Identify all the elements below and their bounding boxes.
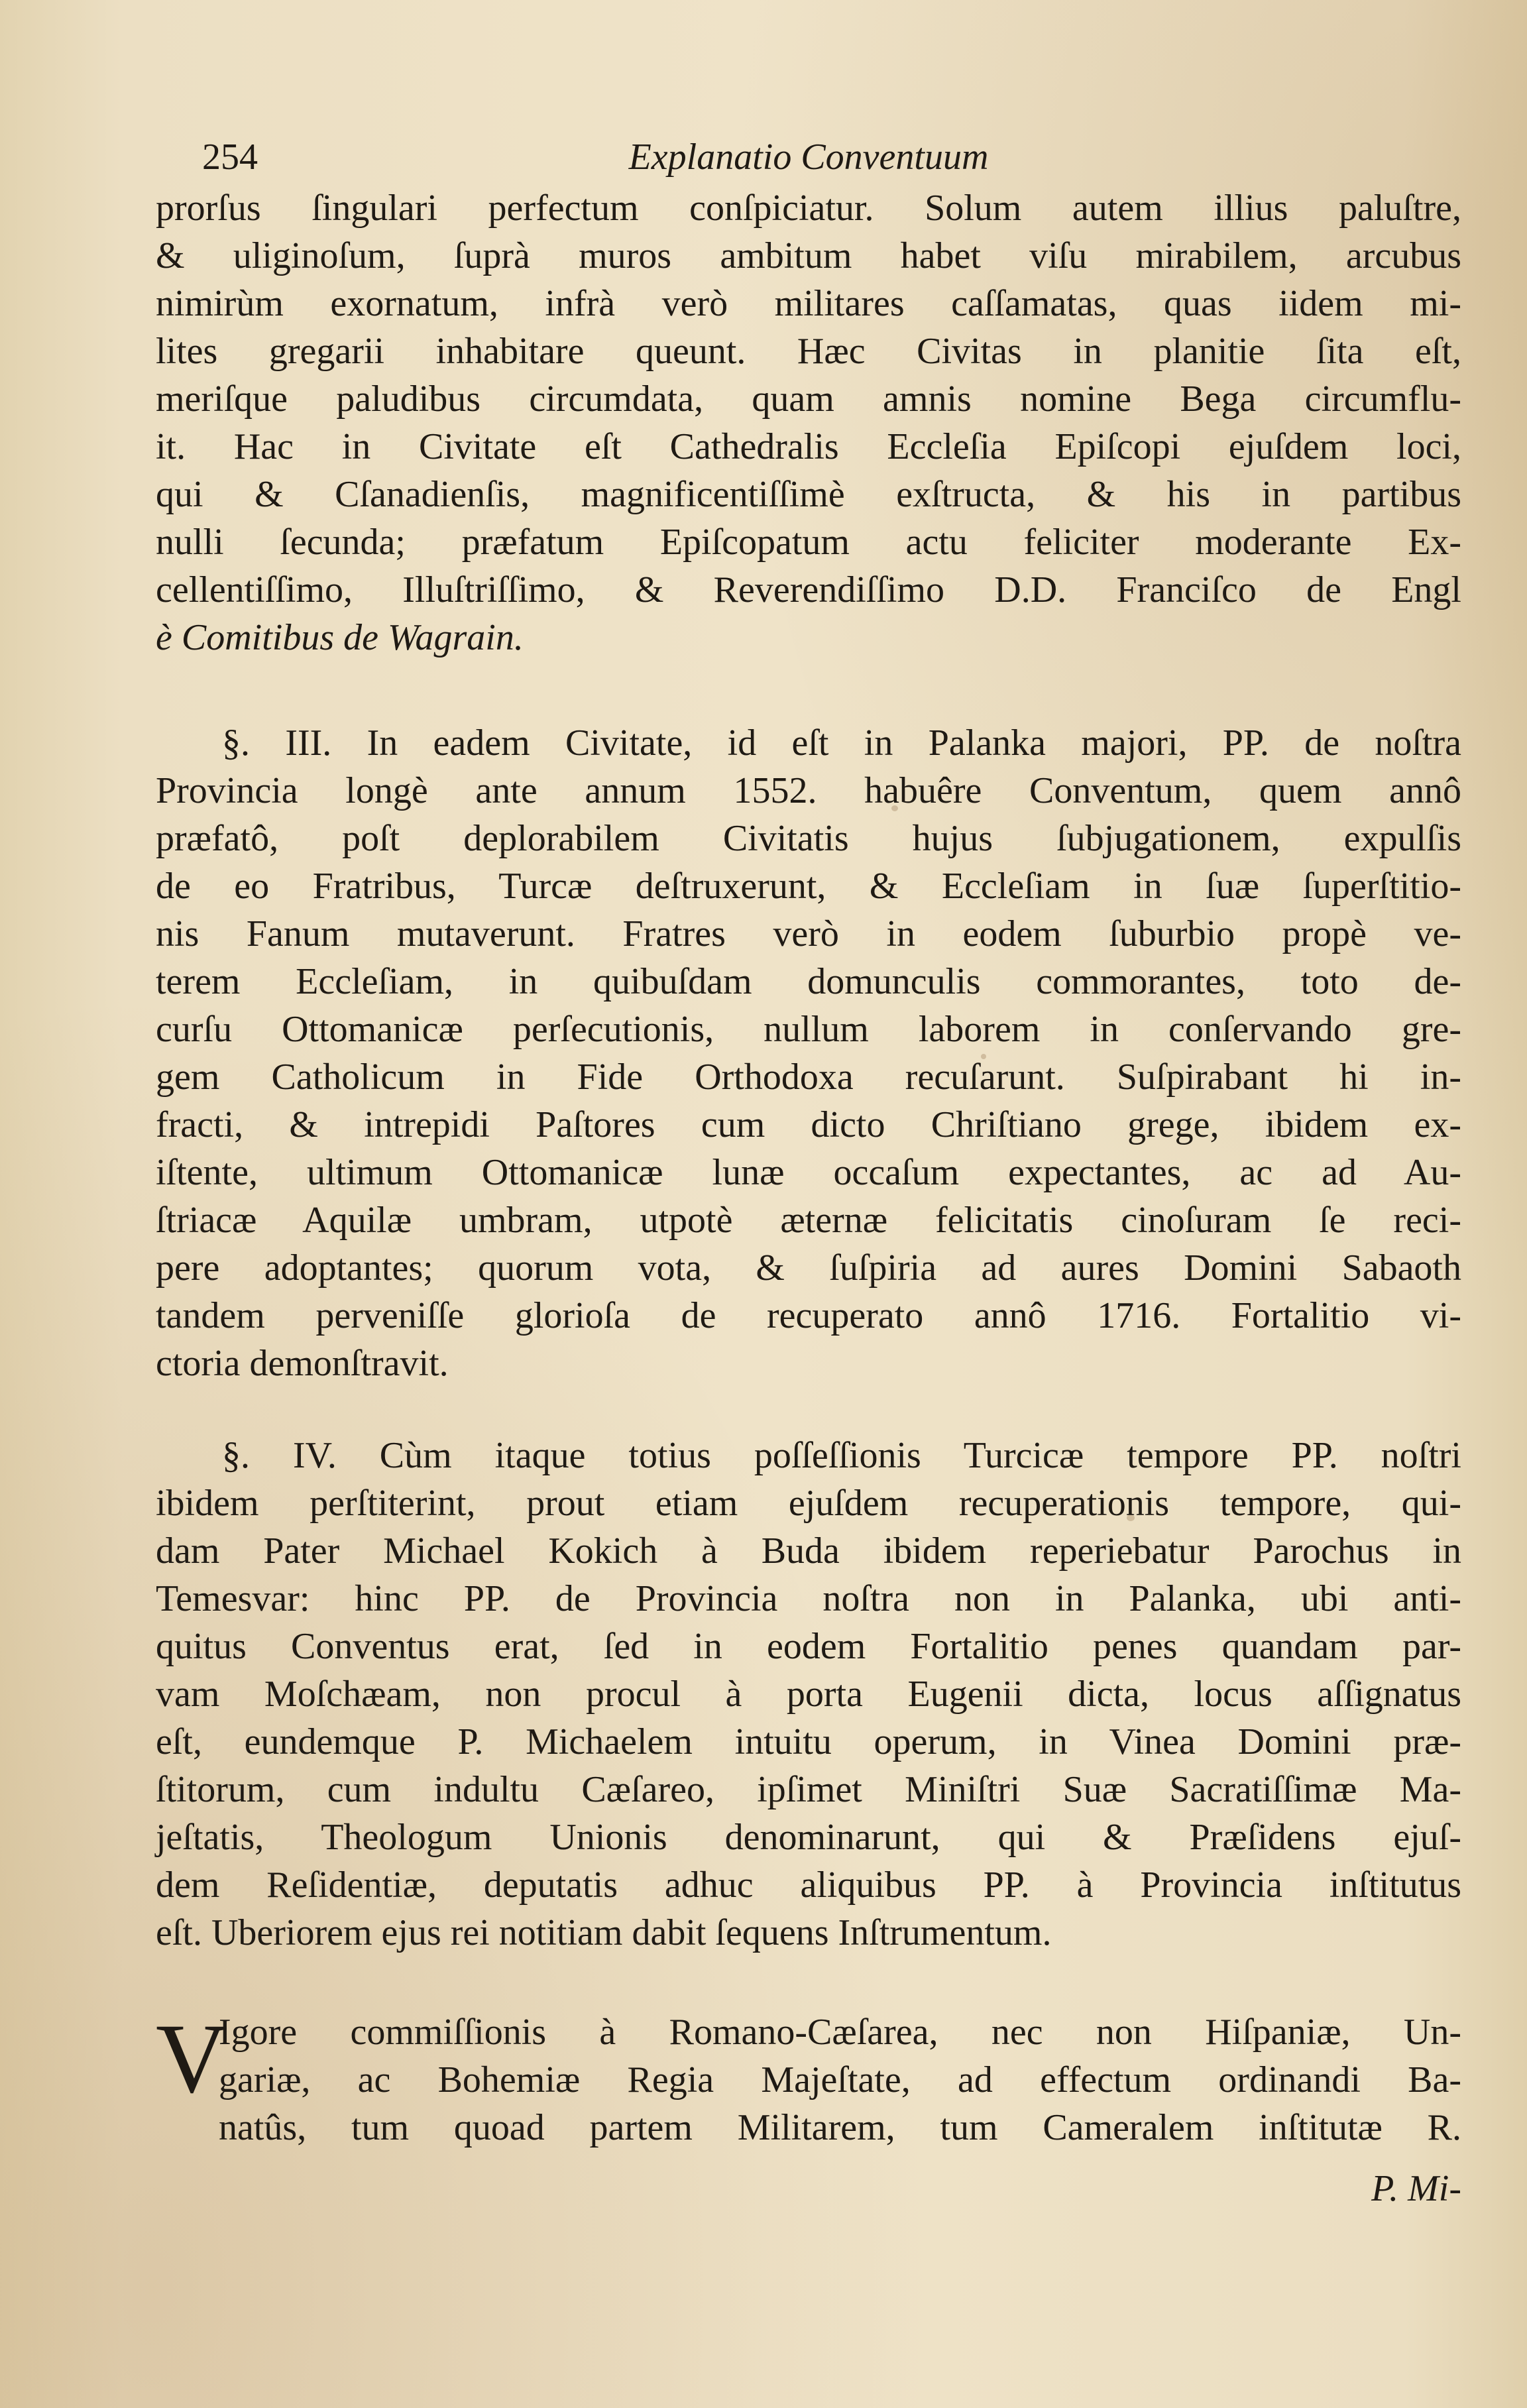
running-title: Explanatio Conventuum [628,137,989,178]
text-line: Temesvar: hinc PP. de Provincia noſtra non in Palanka, ubi anti- [156,1578,1461,1619]
text-line: eſt, eundemque P. Michaelem intuitu operum, in Vinea Domini præ- [156,1721,1461,1762]
text-line: gariæ, ac Bohemiæ Regia Majeſtate, ad effectum ordinandi Ba- [219,2059,1461,2100]
text-line: dam Pater Michael Kokich à Buda ibidem reperiebatur Parochus in [156,1530,1461,1572]
text-line: qui & Cſanadienſis, magnificentiſſimè exſtructa, & his in partibus [156,474,1461,515]
text-line: §. IV. Cùm itaque totius poſſeſſionis Turcicæ tempore PP. noſtri [222,1435,1461,1476]
page-header [156,136,1461,189]
paragraph-3 [156,1432,1461,1957]
text-line: pere adoptantes; quorum vota, & ſuſpiria ad aures Domini Sabaoth [156,1247,1461,1289]
text-line: & uliginoſum, ſuprà muros ambitum habet viſu mirabilem, arcubus [156,235,1461,276]
text-line: nulli ſecunda; præfatum Epiſcopatum actu feliciter moderante Ex- [156,522,1461,563]
text-line: vam Moſchæam, non procul à porta Eugenii dicta, locus aſſignatus [156,1674,1461,1715]
paragraph-4 [156,2004,1461,2151]
text-line: §. III. In eadem Civitate, id eſt in Palanka majori, PP. de noſtra [222,722,1461,764]
text-line: terem Eccleſiam, in quibuſdam domunculis commorantes, toto de- [156,961,1461,1002]
text-line: prorſus ſingulari perfectum conſpiciatur. Solum autem illius paluſtre, [156,188,1461,229]
text-line: it. Hac in Civitate eſt Cathedralis Eccleſia Epiſcopi ejuſdem loci, [156,426,1461,467]
text-line: eſt. Uberiorem ejus rei notitiam dabit ſequens Inſtrumentum. [156,1912,1052,1953]
drop-cap: V [156,2004,228,2114]
text-line: natûs, tum quoad partem Militarem, tum Cameralem inſtitutæ R. [219,2107,1461,2148]
paragraph-4-body [219,2008,1461,2151]
text-line: Provincia longè ante annum 1552. habuêre Conventum, quem annô [156,770,1461,811]
text-line: Igore commiſſionis à Romano-Cæſarea, nec non Hiſpaniæ, Un- [219,2012,1461,2053]
text-line: jeſtatis, Theologum Unionis denominarunt, qui & Præſidens ejuſ- [156,1817,1461,1858]
text-line: ibidem perſtiterint, prout etiam ejuſdem recuperationis tempore, qui- [156,1483,1461,1524]
paragraph-1 [156,184,1461,661]
text-line: ctoria demonſtravit. [156,1343,449,1384]
text-line: gem Catholicum in Fide Orthodoxa recuſarunt. Suſpirabant hi in- [156,1057,1461,1098]
text-line: nis Fanum mutaverunt. Fratres verò in eodem ſuburbio propè ve- [156,913,1461,954]
text-line: fracti, & intrepidi Paſtores cum dicto Chriſtiano grege, ibidem ex- [156,1104,1461,1145]
text-line: quitus Conventus erat, ſed in eodem Fortalitio penes quandam par- [156,1626,1461,1667]
text-line: tandem perveniſſe glorioſa de recuperato annô 1716. Fortalitio vi- [156,1295,1461,1336]
page-number: 254 [202,137,258,178]
text-line: meriſque paludibus circumdata, quam amnis nomine Bega circumflu- [156,378,1461,420]
catchword: P. Mi- [1371,2168,1461,2209]
text-line: iſtente, ultimum Ottomanicæ lunæ occaſum expectantes, ac ad Au- [156,1152,1461,1193]
text-line: nimirùm exornatum, infrà verò militares caſſamatas, quas iidem mi- [156,283,1461,324]
text-line: ſtitorum, cum indultu Cæſareo, ipſimet Miniſtri Suæ Sacratiſſimæ Ma- [156,1769,1461,1810]
text-line: præfatô, poſt deplorabilem Civitatis hujus ſubjugationem, expulſis [156,818,1461,859]
text-line: ſtriacæ Aquilæ umbram, utpotè æternæ felicitatis cinoſuram ſe reci- [156,1200,1461,1241]
paragraph-2 [156,719,1461,1387]
text-line: è Comitibus de Wagrain. [156,617,524,658]
text-line: dem Reſidentiæ, deputatis adhuc aliquibus PP. à Provincia inſtitutus [156,1864,1461,1906]
text-line: cellentiſſimo, Illuſtriſſimo, & Reverendiſſimo D.D. Franciſco de Engl [156,569,1461,610]
text-line: curſu Ottomanicæ perſecutionis, nullum laborem in conſervando gre- [156,1009,1461,1050]
text-line: lites gregarii inhabitare queunt. Hæc Civitas in planitie ſita eſt, [156,331,1461,372]
text-line: de eo Fratribus, Turcæ deſtruxerunt, & Eccleſiam in ſuæ ſuperſtitio- [156,866,1461,907]
